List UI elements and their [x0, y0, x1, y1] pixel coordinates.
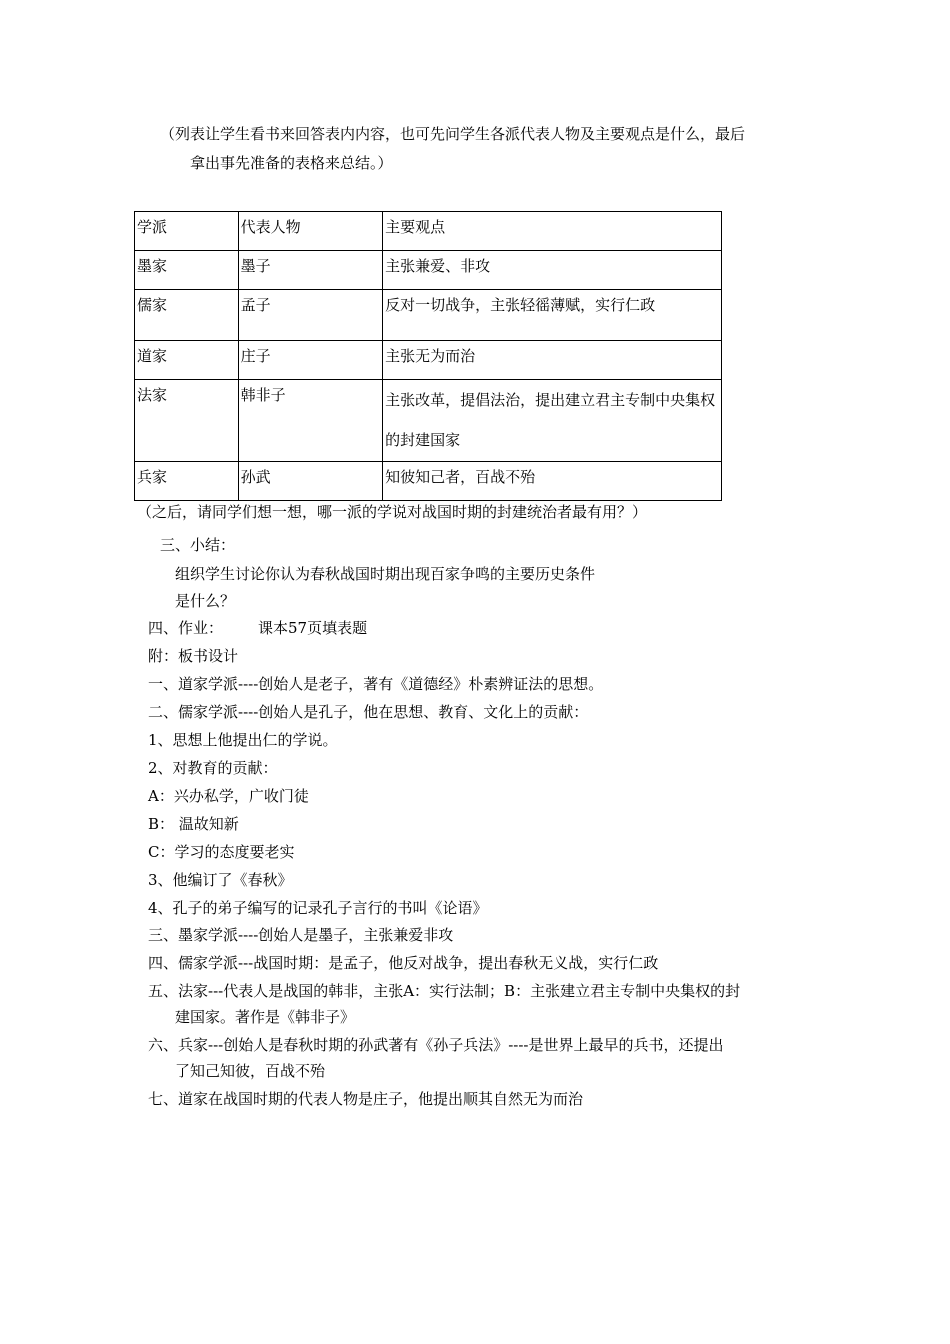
homework-text: 课本57页填表题 — [258, 619, 368, 637]
cell-person: 墨子 — [238, 251, 383, 290]
header-view: 主要观点 — [383, 212, 722, 251]
board-line: 五、法家---代表人是战国的韩非，主张A：实行法制；B：主张建立君主专制中央集权的封 — [148, 982, 741, 1000]
board-line: 六、兵家---创始人是春秋时期的孙武著有《孙子兵法》----是世界上最早的兵书，还提出 — [148, 1036, 724, 1054]
table-row — [135, 380, 722, 462]
cell-view: 主张改革，提倡法治，提出建立君主专制中央集权的封建国家 — [383, 380, 722, 462]
board-line: 了知己知彼，百战不殆 — [175, 1062, 326, 1080]
board-line: 建国家。著作是《韩非子》 — [175, 1008, 356, 1026]
board-line: 4、孔子的弟子编写的记录孔子言行的书叫《论语》 — [148, 899, 488, 917]
cell-person: 孙武 — [238, 462, 383, 501]
board-line: A：兴办私学，广收门徒 — [148, 787, 309, 805]
board-line: 3、他编订了《春秋》 — [148, 871, 293, 889]
cell-view: 主张无为而治 — [383, 341, 722, 380]
cell-person: 庄子 — [238, 341, 383, 380]
cell-school: 兵家 — [135, 462, 239, 501]
homework-label: 四、作业： — [148, 619, 224, 637]
summary-text-2: 是什么？ — [175, 592, 236, 610]
intro-line-1: （列表让学生看书来回答表内内容，也可先问学生各派代表人物及主要观点是什么，最后 — [160, 125, 746, 143]
board-line: 四、儒家学派---战国时期：是孟子，他反对战争，提出春秋无义战，实行仁政 — [148, 954, 659, 972]
after-table-question: （之后，请同学们想一想，哪一派的学说对战国时期的封建统治者最有用？） — [137, 503, 648, 521]
table-header-row — [135, 212, 722, 251]
board-line: 1、思想上他提出仁的学说。 — [148, 731, 338, 749]
board-line: B： 温故知新 — [148, 815, 239, 833]
cell-person: 孟子 — [238, 290, 383, 341]
cell-view: 主张兼爱、非攻 — [383, 251, 722, 290]
table-row — [135, 290, 722, 341]
table-row — [135, 462, 722, 501]
summary-text-1: 组织学生讨论你认为春秋战国时期出现百家争鸣的主要历史条件 — [175, 565, 596, 583]
cell-person: 韩非子 — [238, 380, 383, 462]
board-line: 三、墨家学派----创始人是墨子，主张兼爱非攻 — [148, 926, 454, 944]
board-heading: 附：板书设计 — [148, 647, 239, 665]
cell-view: 知彼知己者，百战不殆 — [383, 462, 722, 501]
table-row — [135, 251, 722, 290]
cell-school: 墨家 — [135, 251, 239, 290]
board-line: C：学习的态度要老实 — [148, 843, 295, 861]
header-person: 代表人物 — [238, 212, 383, 251]
header-school: 学派 — [135, 212, 239, 251]
board-line: 2、对教育的贡献： — [148, 759, 278, 777]
summary-heading: 三、小结： — [160, 536, 236, 554]
table-row — [135, 341, 722, 380]
intro-line-2: 拿出事先准备的表格来总结。） — [190, 154, 393, 172]
cell-school: 道家 — [135, 341, 239, 380]
cell-school: 儒家 — [135, 290, 239, 341]
schools-table — [134, 211, 722, 501]
board-line: 七、道家在战国时期的代表人物是庄子，他提出顺其自然无为而治 — [148, 1090, 584, 1108]
cell-view: 反对一切战争，主张轻徭薄赋，实行仁政 — [383, 290, 722, 341]
board-line: 二、儒家学派----创始人是孔子，他在思想、教育、文化上的贡献： — [148, 703, 589, 721]
cell-school: 法家 — [135, 380, 239, 462]
board-line: 一、道家学派----创始人是老子，著有《道德经》朴素辨证法的思想。 — [148, 675, 604, 693]
